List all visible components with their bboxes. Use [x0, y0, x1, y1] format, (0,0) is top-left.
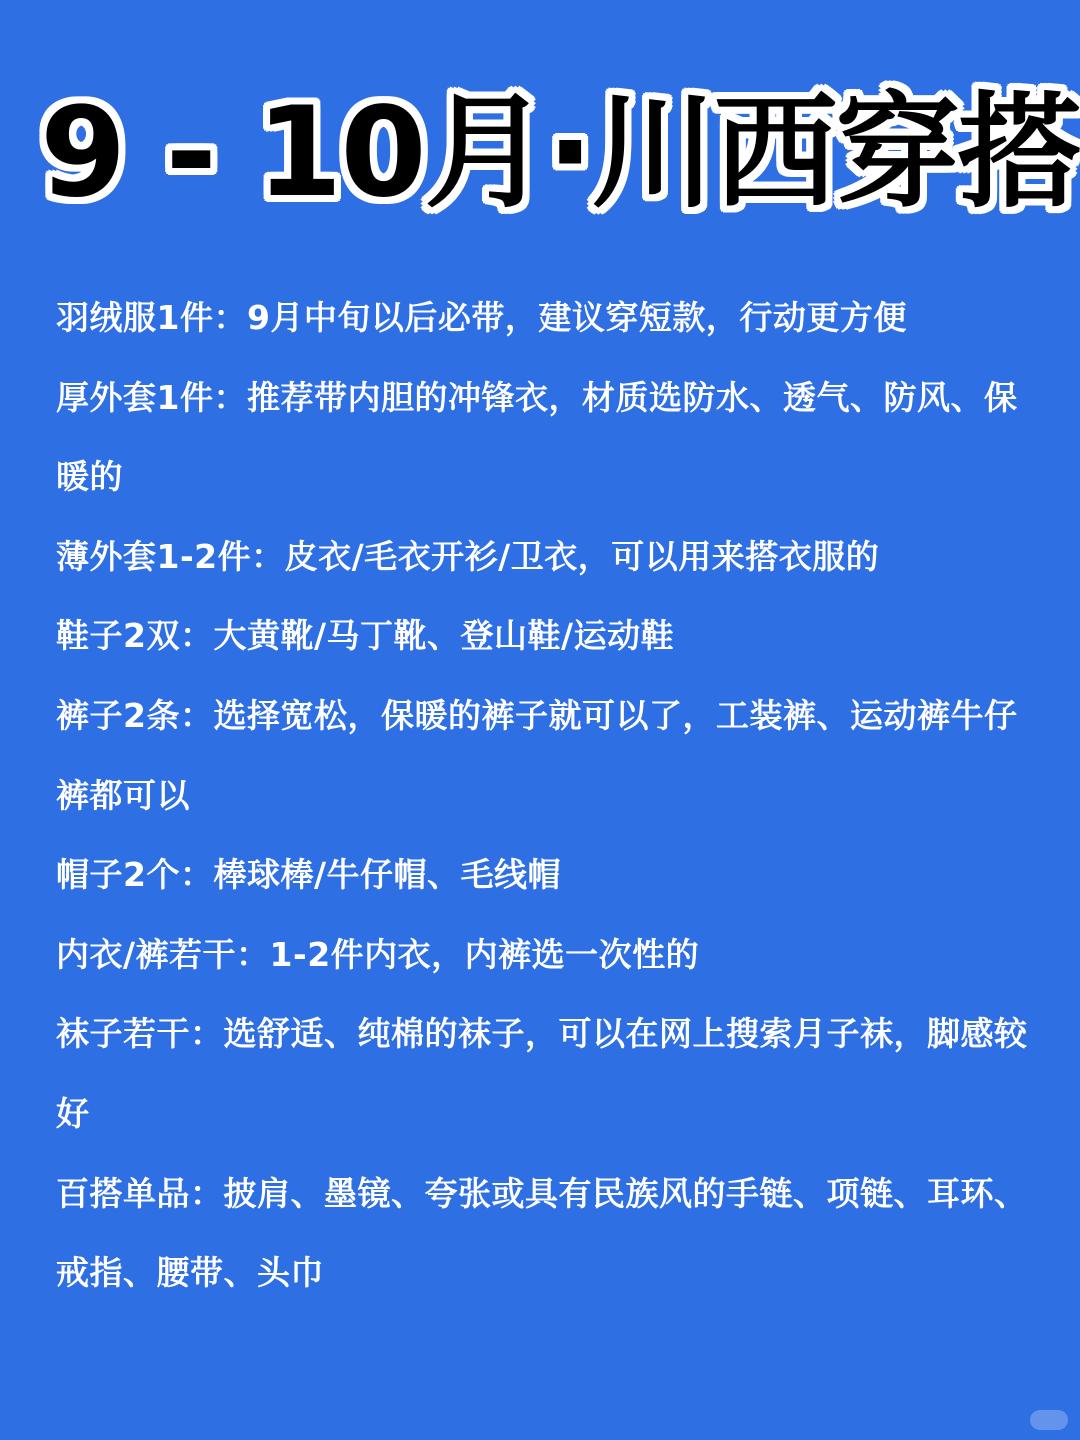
list-item: 羽绒服1件：9月中旬以后必带，建议穿短款，行动更方便	[56, 298, 907, 337]
page-title: 9 - 10月·川西穿搭	[40, 81, 1080, 225]
watermark-logo	[1030, 1410, 1068, 1430]
list-item: 袜子若干：选舒适、纯棉的袜子，可以在网上搜索月子袜，脚感较好	[56, 1014, 1028, 1133]
list-item: 厚外套1件：推荐带内胆的冲锋衣，材质选防水、透气、防风、保暖的	[56, 377, 1018, 497]
packing-list	[56, 278, 1046, 1313]
list-item: 百搭单品：披肩、墨镜、夸张或具有民族风的手链、项链、耳环、戒指、腰带、头巾	[56, 1173, 1028, 1293]
list-item: 裤子2条：选择宽松，保暖的裤子就可以了，工装裤、运动裤牛仔裤都可以	[56, 695, 1018, 815]
list-item: 薄外套1-2件：皮衣/毛衣开衫/卫衣，可以用来搭衣服的	[56, 536, 880, 576]
list-item: 内衣/裤若干：1-2件内衣，内裤选一次性的	[56, 934, 700, 974]
list-item: 帽子2个：棒球棒/牛仔帽、毛线帽	[56, 855, 562, 895]
list-item: 鞋子2双：大黄靴/马丁靴、登山鞋/运动鞋	[56, 616, 675, 656]
